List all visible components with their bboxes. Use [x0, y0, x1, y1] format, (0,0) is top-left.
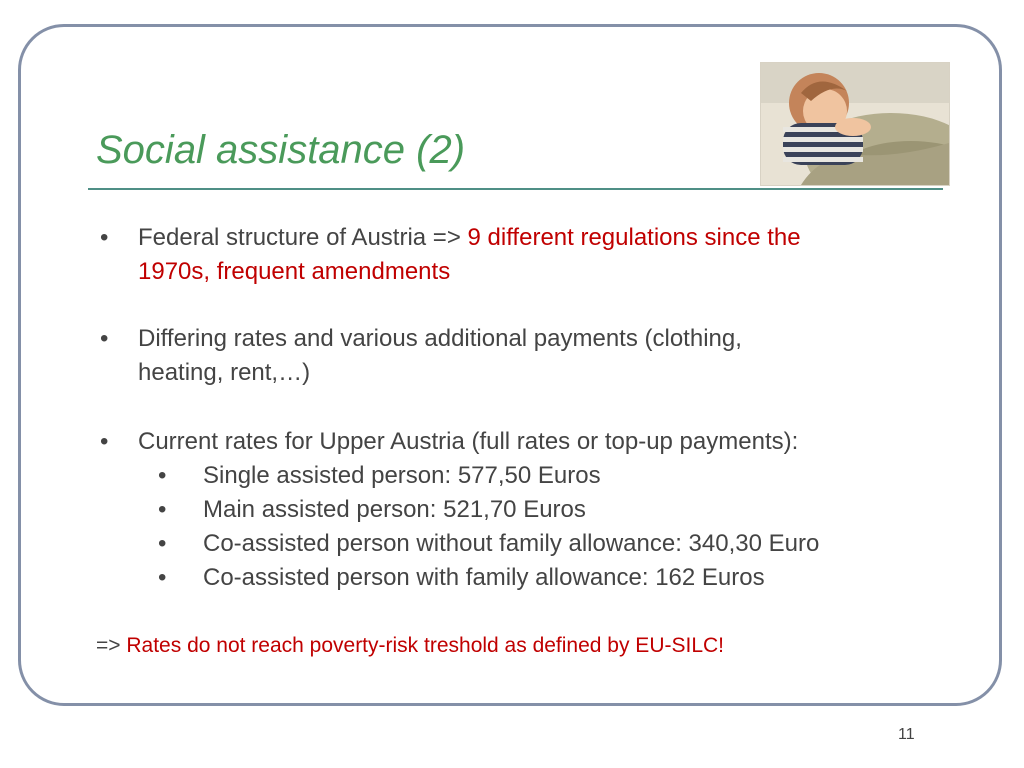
bullet-highlight-continued: 1970s, frequent amendments	[138, 258, 451, 285]
sub-bullet-marker: •	[158, 564, 167, 591]
bullet-text: Differing rates and various additional payments (clothing,	[138, 325, 742, 352]
sub-bullet-marker: •	[158, 496, 167, 523]
bullet-highlight: 9 different regulations since the	[467, 224, 801, 251]
sub-bullet-text: Co-assisted person without family allowance: 340,30 Euro	[203, 530, 820, 557]
sub-bullet-text: Main assisted person: 521,70 Euros	[203, 496, 586, 523]
bullet-marker: •	[100, 224, 109, 251]
bullet-marker: •	[100, 325, 109, 352]
bullet-text-continued: heating, rent,…)	[138, 359, 311, 386]
sub-bullet-marker: •	[158, 462, 167, 489]
sub-bullet-text: Single assisted person: 577,50 Euros	[203, 462, 601, 489]
bullet-text: Current rates for Upper Austria (full rates or top-up payments):	[138, 428, 799, 455]
sub-bullet-marker: •	[158, 530, 167, 557]
sub-bullet-text: Co-assisted person with family allowance: 162 Euros	[203, 564, 765, 591]
conclusion-line	[96, 632, 724, 660]
bullet-marker: •	[100, 428, 109, 455]
conclusion-highlight: Rates do not reach poverty-risk treshold as defined by EU-SILC!	[126, 634, 724, 657]
slide-title: Social assistance (2)	[96, 128, 466, 172]
slide-number: 11	[898, 726, 915, 743]
conclusion-prefix: =>	[96, 634, 127, 657]
bullet-text: Federal structure of Austria =>	[138, 224, 468, 251]
